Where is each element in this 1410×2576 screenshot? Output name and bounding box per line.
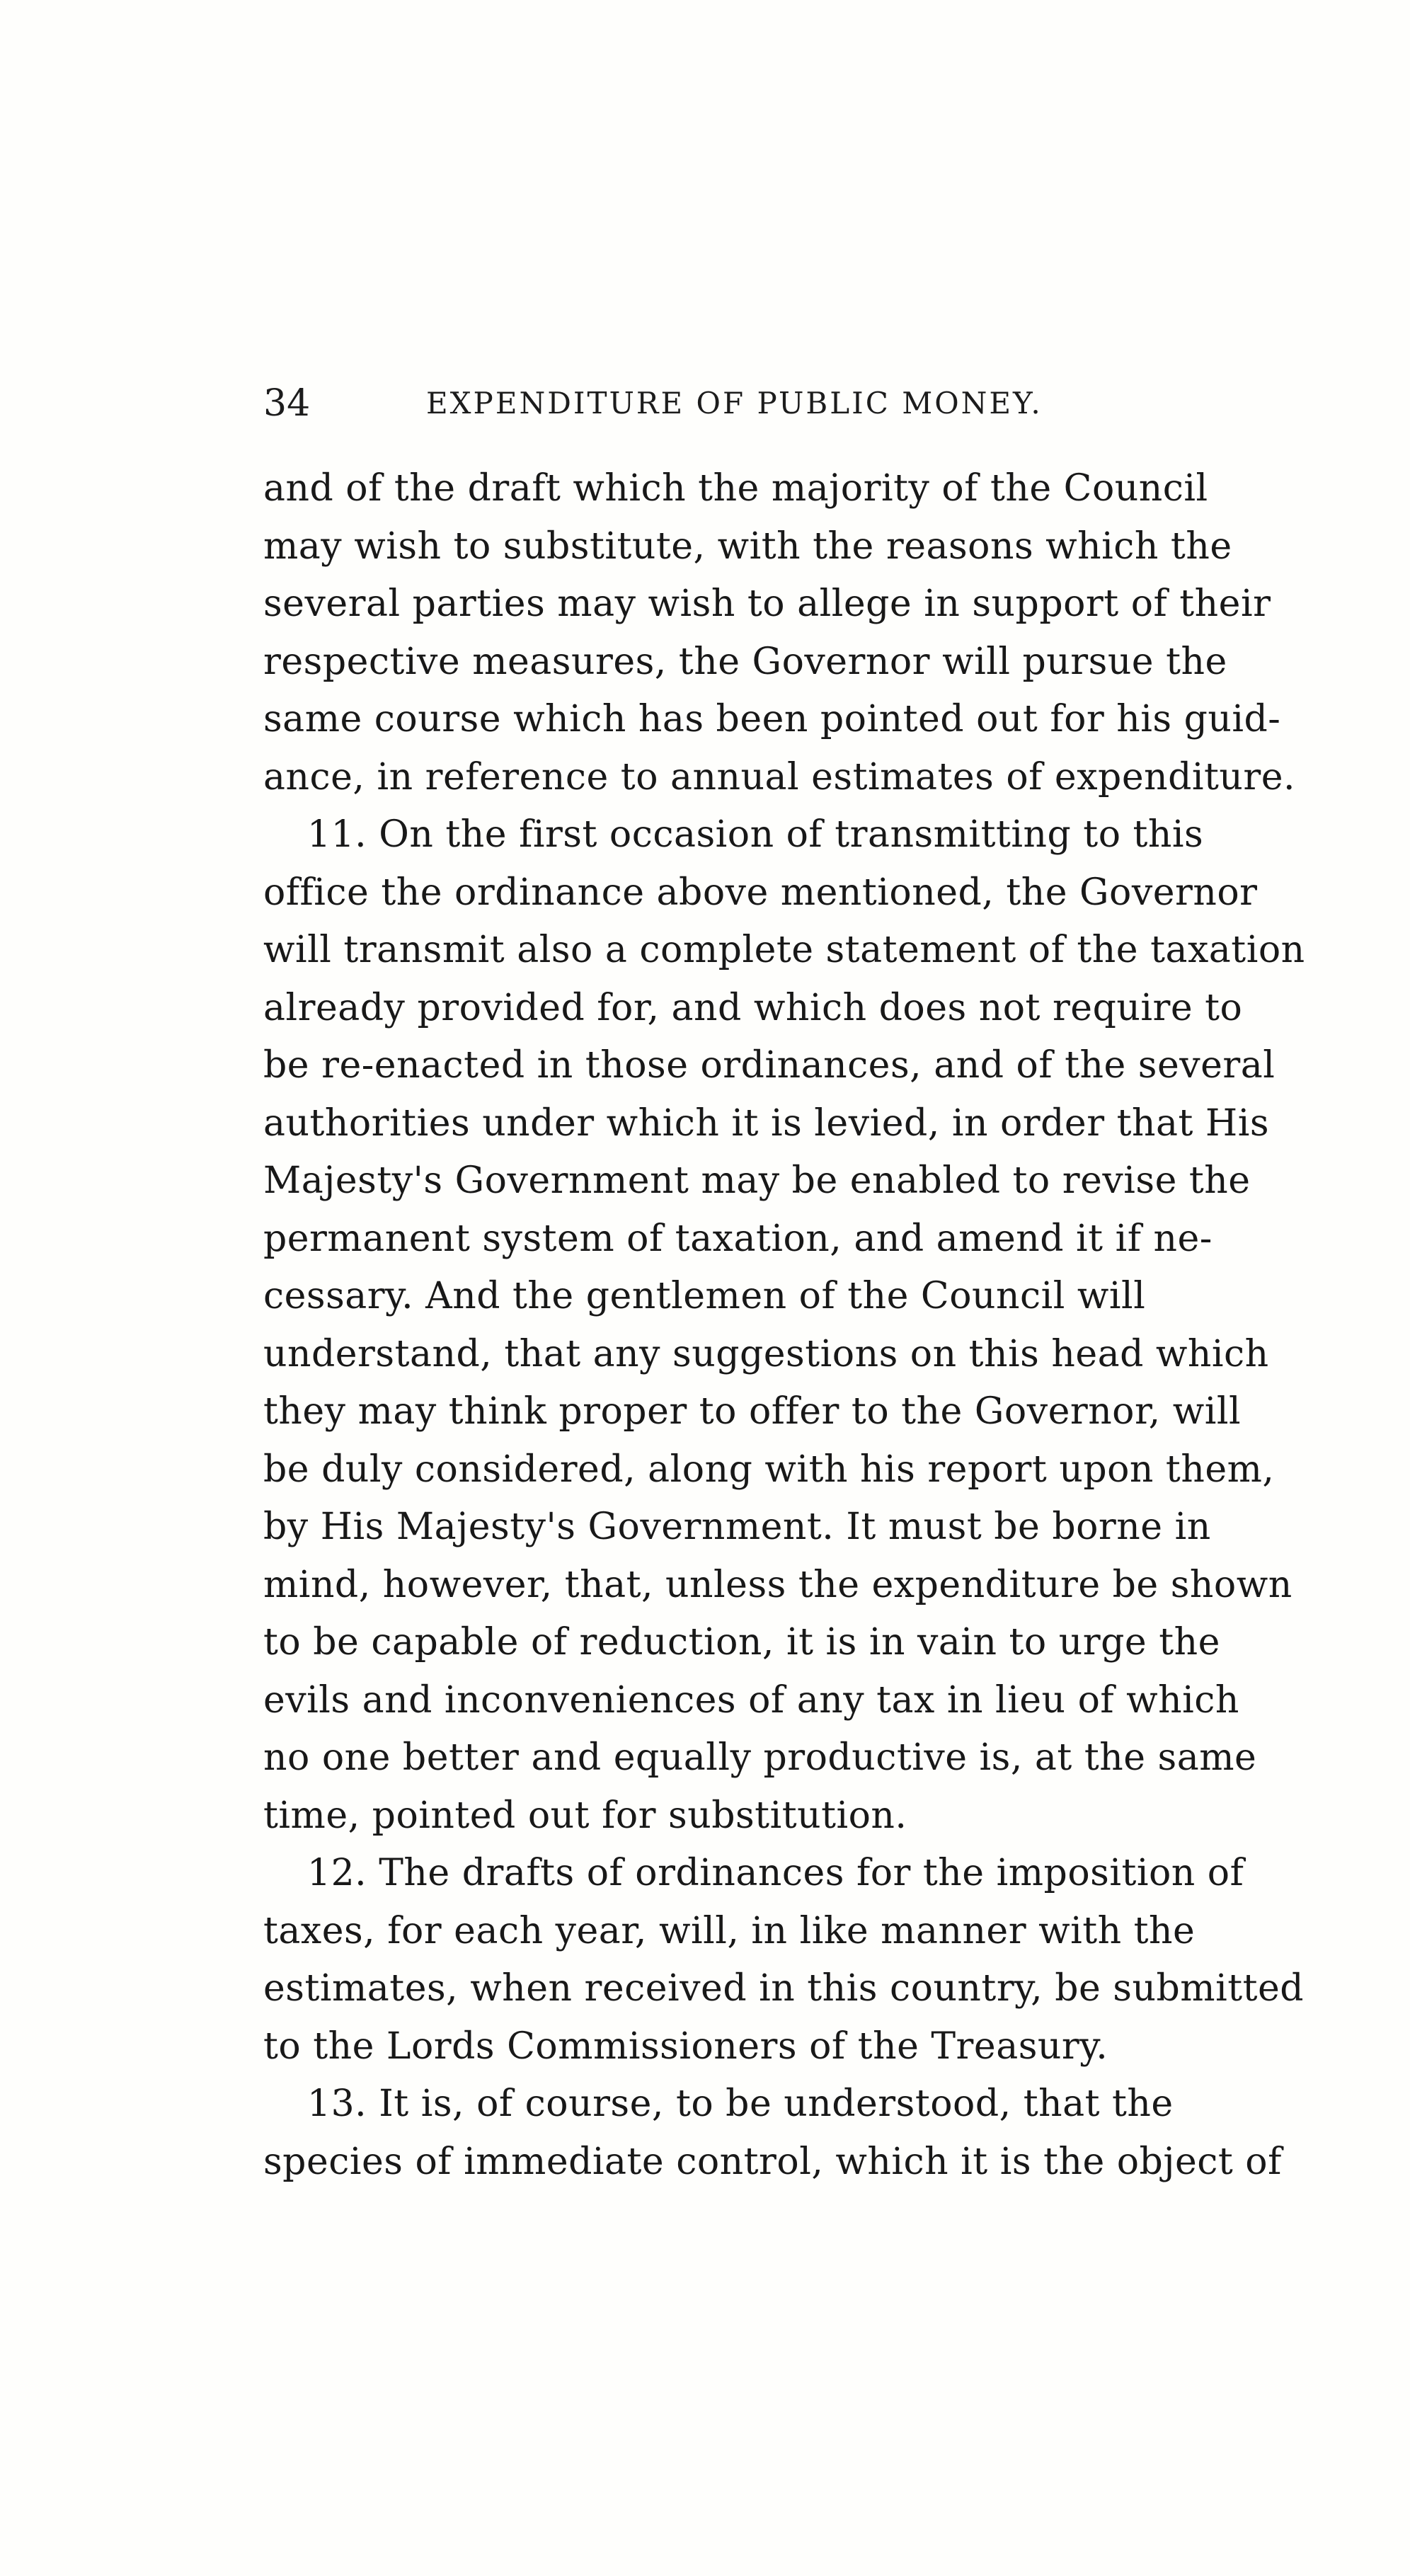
text-line: office the ordinance above mentioned, the Governor [263, 871, 1258, 914]
text-line: understand, that any suggestions on this head which [263, 1332, 1269, 1375]
text-line: ance, in reference to annual estimates of expenditure. [263, 755, 1296, 798]
page-number: 34 [263, 382, 311, 425]
text-line: authorities under which it is levied, in order that His [263, 1101, 1270, 1145]
text-line: several parties may wish to allege in support of their [263, 583, 1271, 625]
text-line: by His Majesty's Government. It must be borne in [263, 1506, 1211, 1548]
text-line: evils and inconveniences of any tax in lieu of which [263, 1678, 1239, 1722]
paragraph-13-start: 13. It is, of course, to be understood, that the [307, 2083, 1174, 2125]
text-line: Majesty's Government may be enabled to revise the [263, 1160, 1251, 1202]
running-head [263, 375, 1205, 432]
text-line: time, pointed out for substitution. [263, 1794, 907, 1837]
paragraph-11-start: 11. On the first occasion of transmitting to this [307, 813, 1204, 856]
text-line: cessary. And the gentlemen of the Council will [263, 1275, 1146, 1317]
text-line: estimates, when received in this country, be submitted [263, 1967, 1305, 2010]
text-line: respective measures, the Governor will pursue the [263, 640, 1227, 683]
text-line: permanent system of taxation, and amend it if ne- [263, 1217, 1213, 1260]
text-line: mind, however, that, unless the expenditure be shown [263, 1563, 1292, 1606]
text-line: and of the draft which the majority of the Council [263, 467, 1208, 510]
text-line: will transmit also a complete statement of the taxation [263, 929, 1305, 971]
text-line: be re-enacted in those ordinances, and of the several [263, 1044, 1276, 1087]
text-line: to the Lords Commissioners of the Treasury. [263, 2025, 1108, 2068]
running-title: EXPENDITURE OF PUBLIC MONEY. [426, 386, 1043, 420]
text-line: be duly considered, along with his report upon them, [263, 1448, 1275, 1491]
text-line: may wish to substitute, with the reasons which the [263, 525, 1232, 568]
text-line: same course which has been pointed out for his guid- [263, 698, 1281, 740]
body-text [263, 460, 1305, 2191]
text-line: species of immediate control, which it is the object of [263, 2140, 1282, 2183]
paragraph-12-start: 12. The drafts of ordinances for the imposition of [307, 1852, 1244, 1894]
text-line: they may think proper to offer to the Governor, will [263, 1390, 1242, 1433]
text-line: already provided for, and which does not require to [263, 986, 1243, 1029]
text-line: to be capable of reduction, it is in vain to urge the [263, 1621, 1220, 1664]
text-line: taxes, for each year, will, in like manner with the [263, 1909, 1196, 1952]
text-line: no one better and equally productive is, at the same [263, 1736, 1257, 1779]
